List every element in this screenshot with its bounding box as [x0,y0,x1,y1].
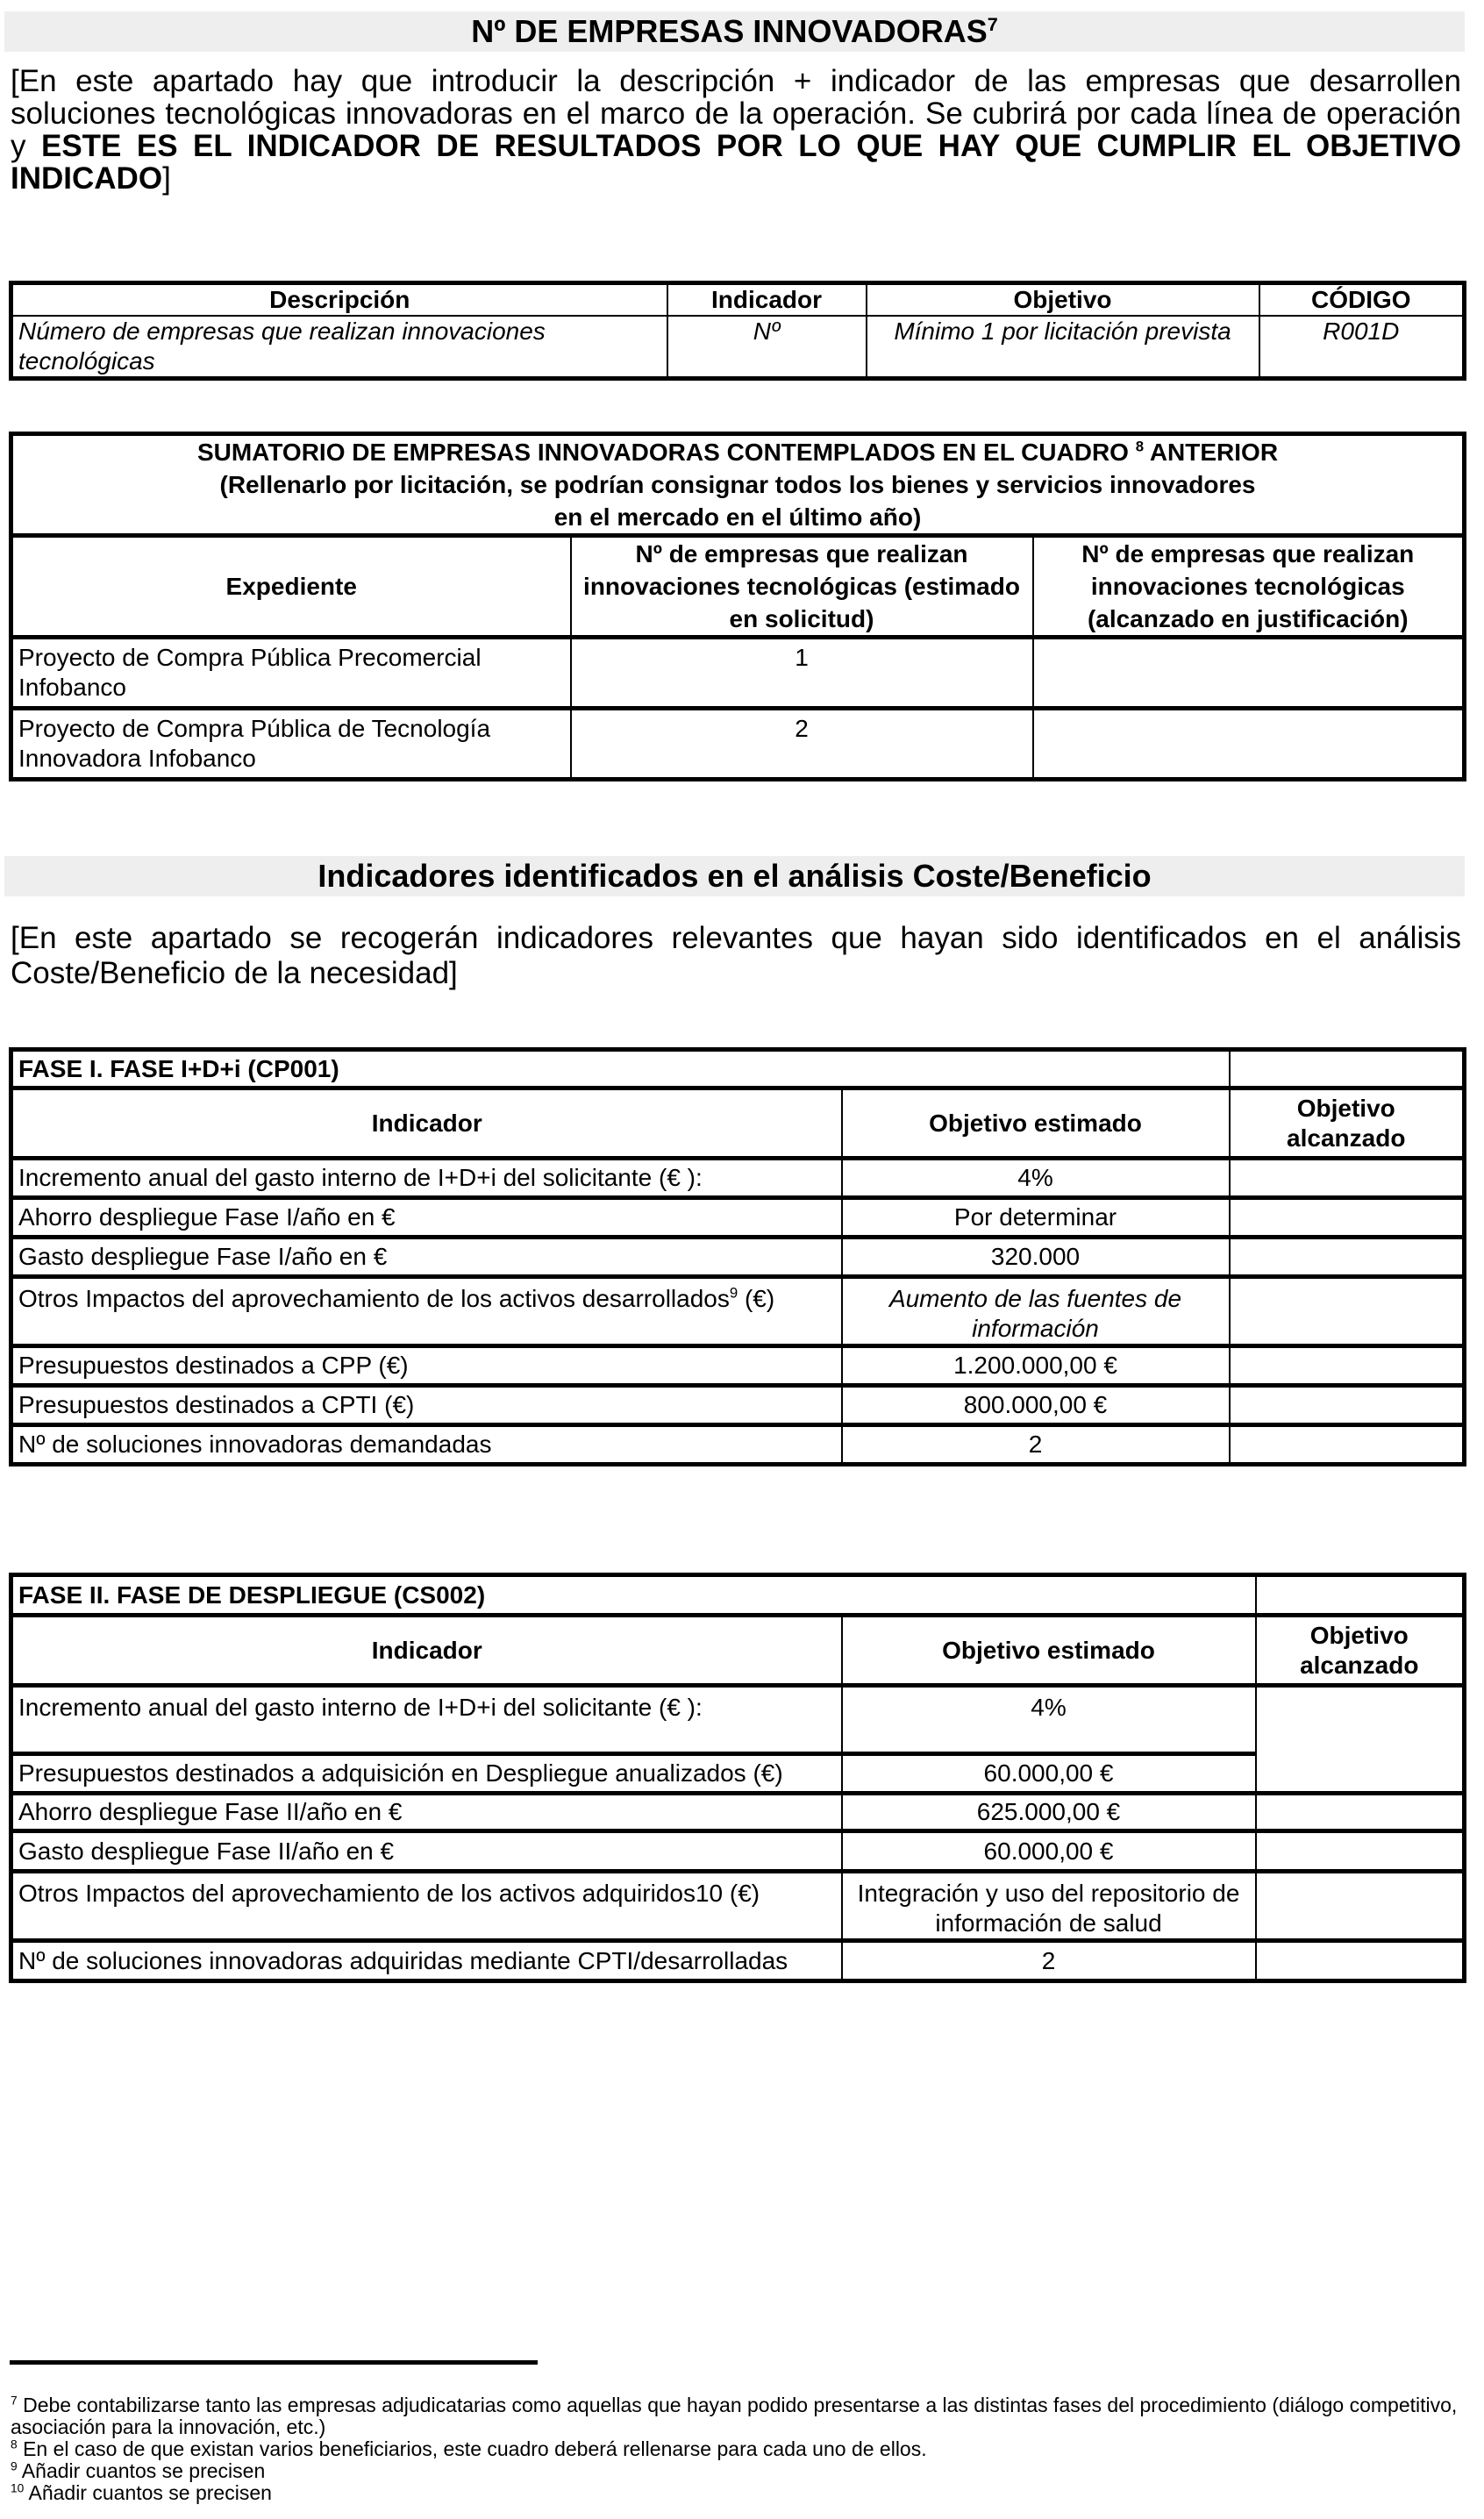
cell-estimado: 320.000 [842,1238,1230,1277]
sumatorio-title-line1: SUMATORIO DE EMPRESAS INNOVADORAS CONTEMPLADOS EN EL CUADRO [196,439,1136,466]
footnote-8 [11,2438,1466,2460]
cell-alcanzado[interactable] [1256,1794,1465,1831]
table-row [11,1198,1465,1238]
header-expediente: Expediente [11,536,571,638]
footnotes [11,2394,1466,2504]
footnote-number: 7 [11,2394,18,2408]
header-descripcion: Descripción [11,283,667,317]
header-indicador: Indicador [11,1616,842,1686]
header-codigo: CÓDIGO [1259,283,1465,317]
footnote-text: Añadir cuantos se precisen [24,2481,272,2504]
cell-estimado: 4% [842,1686,1256,1754]
footnote-number: 10 [11,2481,25,2495]
footnote-separator [10,2360,538,2365]
fase1-title-empty-cell [1230,1050,1465,1088]
cell-estimado: 800.000,00 € [842,1386,1230,1425]
table-row [11,1754,1465,1794]
cell-indicador [11,1277,842,1346]
cell-indicador: Incremento anual del gasto interno de I+D+i del solicitante (€ ): [11,1159,842,1198]
cell-alcanzado-merged[interactable] [1256,1686,1465,1794]
cell-expediente: Proyecto de Compra Pública de Tecnología Innovadora Infobanco [11,709,571,780]
cell-indicador: Incremento anual del gasto interno de I+D+i del solicitante (€ ): [11,1686,842,1754]
header-indicador: Indicador [667,283,867,317]
cell-expediente: Proyecto de Compra Pública Precomercial Infobanco [11,638,571,709]
intro-bold-text: ESTE ES EL INDICADOR DE RESULTADOS POR LO QUE HAY QUE CUMPLIR EL OBJETIVO INDICADO [11,129,1461,196]
indicador-text: Otros Impactos del aprovechamiento de los activos desarrollados [18,1285,730,1312]
cell-estimado: Aumento de las fuentes de información [842,1277,1230,1346]
cell-estimado: 1 [571,638,1033,709]
table-row [11,638,1465,709]
header-estimado-solicitud: Nº de empresas que realizan innovaciones tecnológicas (estimado en solicitud) [571,536,1033,638]
cell-objetivo: Mínimo 1 por licitación prevista [867,316,1259,379]
table-row [11,1346,1465,1386]
cell-alcanzado[interactable] [1230,1198,1465,1238]
cell-codigo: R001D [1259,316,1465,379]
footnote-text: Debe contabilizarse tanto las empresas adjudicatarias como aquellas que hayan podido presentarse a las distintas fases del procedimiento (diálogo competitivo, asociación para la innovación, etc.) [11,2394,1458,2438]
indicator-table [9,281,1466,381]
table-row [11,1831,1465,1872]
fase1-title: FASE I. FASE I+D+i (CP001) [11,1050,1230,1088]
fase1-table [9,1047,1466,1466]
footnote-7 [11,2394,1466,2438]
table-row [11,316,1465,379]
footnote-text: Añadir cuantos se precisen [17,2459,266,2482]
table-row [11,1238,1465,1277]
cell-indicador: Gasto despliegue Fase II/año en € [11,1831,842,1872]
cell-alcanzado[interactable] [1230,1159,1465,1198]
section-title-coste-beneficio [4,856,1465,896]
table-row [11,1794,1465,1831]
intro-text: [En este apartado hay que introducir la descripción + indicador de las empresas que desarrollen soluciones tecnológicas innovadoras en el marco de la operación. Se cubrirá por cada línea de operación y [11,64,1461,163]
footnote-ref-8[interactable]: 8 [1135,438,1145,455]
cell-alcanzado[interactable] [1230,1277,1465,1346]
indicador-text-end: (€) [738,1285,775,1312]
fase2-title-empty-cell [1256,1575,1465,1616]
footnote-9 [11,2460,1466,2482]
cell-indicador: Presupuestos destinados a CPTI (€) [11,1386,842,1425]
cell-alcanzado[interactable] [1230,1425,1465,1465]
section1-intro-paragraph [11,65,1461,195]
cell-estimado: 2 [842,1941,1256,1981]
header-objetivo-alcanzado: Objetivo alcanzado [1230,1088,1465,1159]
cell-alcanzado[interactable] [1256,1941,1465,1981]
cell-indicador: Ahorro despliegue Fase II/año en € [11,1794,842,1831]
cell-estimado: 625.000,00 € [842,1794,1256,1831]
table-row [11,1386,1465,1425]
table-row [11,1425,1465,1465]
header-objetivo-alcanzado: Objetivo alcanzado [1256,1616,1465,1686]
fase2-table [9,1573,1466,1983]
cell-alcanzado[interactable] [1256,1831,1465,1872]
cell-estimado: 1.200.000,00 € [842,1346,1230,1386]
table-row [11,1159,1465,1198]
cell-indicador: Presupuestos destinados a adquisición en Despliegue anualizados (€) [11,1754,842,1794]
cell-estimado: 60.000,00 € [842,1831,1256,1872]
cell-indicador: Nº de soluciones innovadoras demandadas [11,1425,842,1465]
fase2-title: FASE II. FASE DE DESPLIEGUE (CS002) [11,1575,1256,1616]
cell-indicador: Otros Impactos del aprovechamiento de los activos adquiridos10 (€) [11,1872,842,1941]
footnote-number: 9 [11,2459,18,2473]
footnote-number: 8 [11,2437,18,2451]
sumatorio-title-line3: en el mercado en el último año) [553,503,922,531]
cell-estimado: 2 [571,709,1033,780]
cell-estimado: Integración y uso del repositorio de información de salud [842,1872,1256,1941]
cell-alcanzado[interactable] [1230,1386,1465,1425]
table-row [11,1277,1465,1346]
sumatorio-title-line2: (Rellenarlo por licitación, se podrían consignar todos los bienes y servicios innovadores [219,471,1256,498]
table-row [11,1686,1465,1754]
cell-estimado: 2 [842,1425,1230,1465]
cell-estimado: 4% [842,1159,1230,1198]
header-objetivo-estimado: Objetivo estimado [842,1088,1230,1159]
table-row [11,1872,1465,1941]
header-indicador: Indicador [11,1088,842,1159]
cell-indicador: Nº [667,316,867,379]
cell-indicador: Ahorro despliegue Fase I/año en € [11,1198,842,1238]
cell-alcanzado[interactable] [1256,1872,1465,1941]
footnote-ref-7[interactable]: 7 [987,13,998,35]
intro-end: ] [162,161,171,196]
header-alcanzado-justificacion: Nº de empresas que realizan innovaciones tecnológicas (alcanzado en justificación) [1033,536,1465,638]
footnote-10 [11,2482,1466,2504]
cell-alcanzado[interactable] [1033,709,1465,780]
section-title-empresas-innovadoras [4,11,1465,52]
table-row [11,709,1465,780]
cell-alcanzado[interactable] [1230,1346,1465,1386]
cell-indicador: Gasto despliegue Fase I/año en € [11,1238,842,1277]
header-objetivo: Objetivo [867,283,1259,317]
sumatorio-table [9,432,1466,781]
cell-estimado: Por determinar [842,1198,1230,1238]
cell-alcanzado[interactable] [1033,638,1465,709]
section-title-text: Nº DE EMPRESAS INNOVADORAS [471,13,988,49]
cell-indicador: Presupuestos destinados a CPP (€) [11,1346,842,1386]
footnote-ref-9[interactable]: 9 [729,1284,738,1302]
cell-alcanzado[interactable] [1230,1238,1465,1277]
sumatorio-title-line1-end: ANTERIOR [1144,439,1279,466]
cell-indicador: Nº de soluciones innovadoras adquiridas mediante CPTI/desarrolladas [11,1941,842,1981]
section2-intro-paragraph: [En este apartado se recogerán indicadores relevantes que hayan sido identificados en el análisis Coste/Beneficio de la necesidad] [11,921,1461,990]
table-row [11,1941,1465,1981]
cell-estimado: 60.000,00 € [842,1754,1256,1794]
section-title-text: Indicadores identificados en el análisis Coste/Beneficio [317,858,1152,894]
footnote-text: En el caso de que existan varios beneficiarios, este cuadro deberá rellenarse para cada uno de ellos. [17,2437,927,2460]
sumatorio-title [11,434,1465,536]
header-objetivo-estimado: Objetivo estimado [842,1616,1256,1686]
cell-descripcion: Número de empresas que realizan innovaciones tecnológicas [11,316,667,379]
